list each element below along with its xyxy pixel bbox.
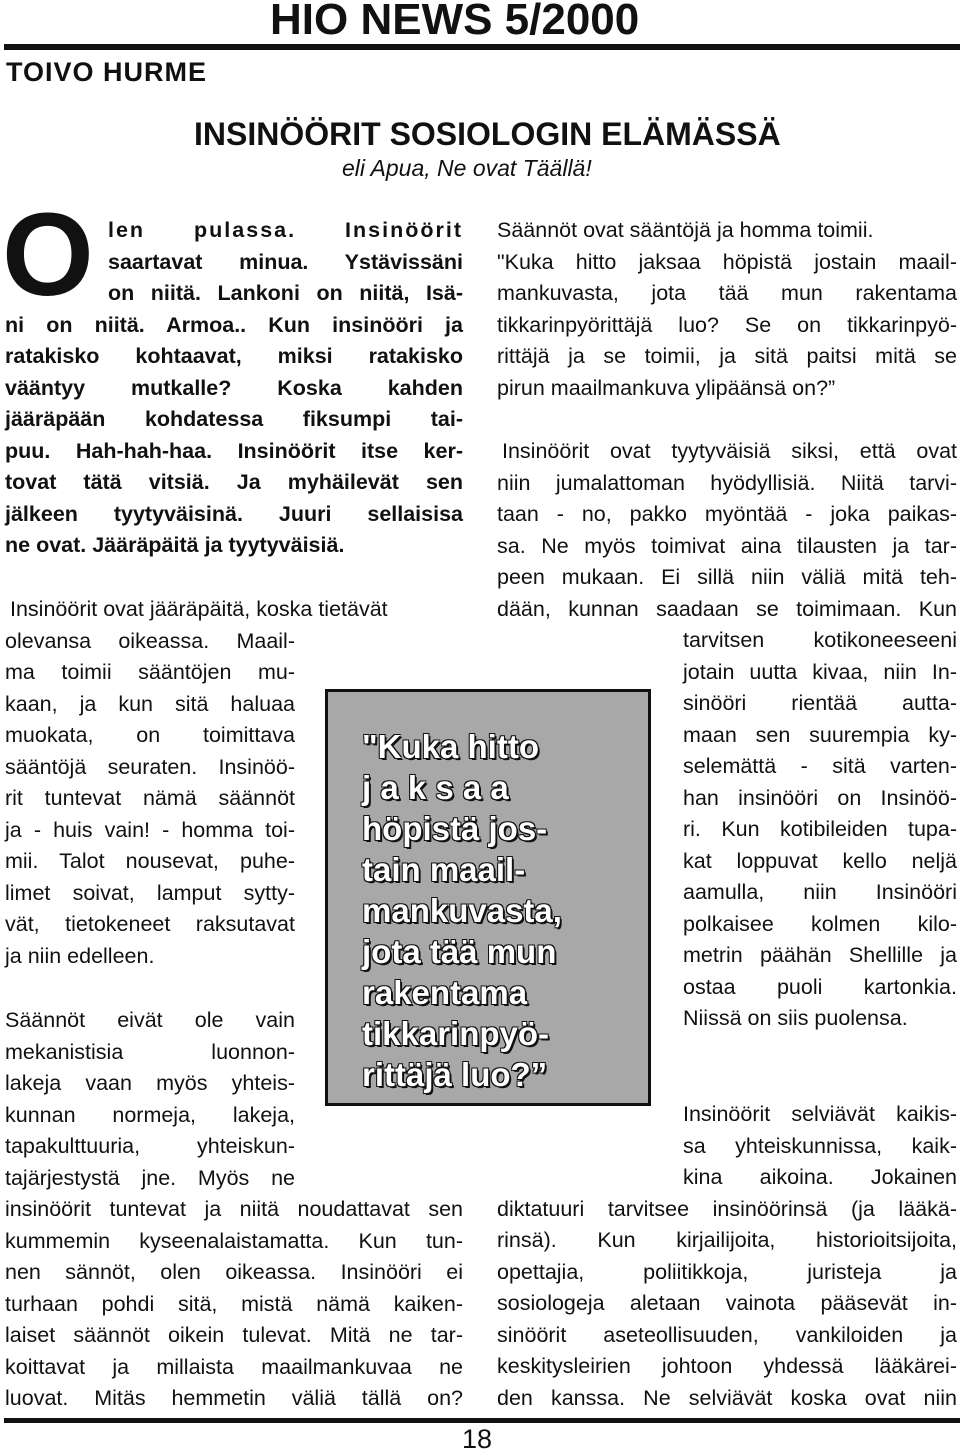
- pull-quote-line: mankuvasta,: [362, 892, 562, 929]
- pull-quote-line: rittäjä luo?”: [362, 1056, 548, 1093]
- intro-line: vääntyy mutkalle? Koska kahden: [5, 375, 463, 400]
- header-rule: [4, 44, 960, 50]
- text-line: nen sännöt, olen oikeassa. Insinööri ei: [5, 1260, 463, 1284]
- intro-line: on niitä. Lankoni on niitä, Isä-: [108, 281, 463, 305]
- text-line: ostaa puoli kartonkia.: [683, 974, 957, 999]
- text-line: pirun maailmankuva ylipäänsä on?”: [497, 375, 836, 400]
- text-line: limet soivat, lamput sytty-: [5, 880, 295, 905]
- text-line: tajärjestystä jne. Myös ne: [5, 1165, 295, 1190]
- text-line: selemättä - sitä varten-: [683, 754, 957, 778]
- text-line: Insinöörit ovat tyytyväisiä siksi, että ovat: [502, 439, 957, 463]
- text-line: keskitysleirien johtoon yhdessä lääkärei-: [497, 1354, 957, 1378]
- text-line: ri. Kun kotibileiden tupa-: [683, 817, 957, 841]
- text-line: niin jumalattoman hyödyllisiä. Niitä tarvi-: [497, 470, 957, 495]
- intro-line: tovat tätä vitsiä. Ja myhäilevät sen: [5, 470, 463, 494]
- text-line: maan sen suurempia ky-: [683, 722, 957, 747]
- drop-cap: O: [2, 189, 94, 321]
- article-title: INSINÖÖRIT SOSIOLOGIN ELÄMÄSSÄ: [194, 116, 781, 152]
- text-line: Insinöörit selviävät kaikis-: [683, 1102, 957, 1126]
- text-line: tikkarinpyörittäjä luo? Se on tikkarinpyö-: [497, 312, 957, 337]
- pull-quote-line: rakentama: [362, 974, 528, 1011]
- text-line: mii. Talot nousevat, puhe-: [5, 849, 295, 873]
- text-line: sääntöjä seuraten. Insinöö-: [5, 754, 295, 779]
- text-line: laiset säännöt oikein tulevat. Mitä ne tar-: [5, 1323, 463, 1347]
- text-line: kina aikoina. Jokainen: [683, 1165, 957, 1189]
- text-line: "Kuka hitto jaksaa höpistä jostain maail-: [497, 249, 957, 274]
- text-line: Insinöörit ovat jääräpäitä, koska tietävät: [10, 597, 388, 621]
- text-line: rit tuntevat nämä säännöt: [5, 786, 295, 810]
- text-line: opettajia, poliitikkoja, juristeja ja: [497, 1259, 957, 1284]
- text-line: dään, kunnan saadaan se toimimaan. Kun: [497, 596, 957, 621]
- text-line: mekanistisia luonnon-: [5, 1039, 295, 1064]
- text-line: kunnan normeja, lakeja,: [5, 1102, 295, 1127]
- pull-quote-line: "Kuka hitto: [362, 728, 539, 765]
- text-line: muokata, on toimittava: [5, 723, 295, 747]
- article-subtitle: eli Apua, Ne ovat Täällä!: [342, 155, 592, 181]
- text-line: den kanssa. Ne selviävät koska ovat niin: [497, 1385, 957, 1410]
- intro-line: ratakisko kohtaavat, miksi ratakisko: [5, 344, 463, 368]
- text-line: insinöörit tuntevat ja niitä noudattavat sen: [5, 1197, 463, 1221]
- text-line: ja - huis vain! - homma toi-: [5, 817, 295, 842]
- text-line: koittavat ja millaista maailmankuvaa ne: [5, 1354, 463, 1379]
- text-line: luovat. Mitäs hemmetin väliä tällä on?: [5, 1386, 463, 1410]
- intro-line: jälkeen tyytyväisinä. Juuri sellaisisa: [5, 501, 463, 526]
- pull-quote-line: höpistä jos-: [362, 810, 548, 847]
- intro-line: saartavat minua. Ystävissäni: [108, 249, 463, 274]
- text-line: taan - no, pakko myöntää - joka paikas-: [497, 502, 957, 526]
- text-line: turhaan pohdi sitä, mistä nämä kaiken-: [5, 1291, 463, 1316]
- intro-line: ni on niitä. Armoa.. Kun insinööri ja: [5, 312, 463, 337]
- text-line: Säännöt ovat sääntöjä ja homma toimii.: [497, 218, 874, 242]
- text-line: lakeja vaan myös yhteis-: [5, 1071, 295, 1095]
- intro-line: puu. Hah-hah-haa. Insinöörit itse ker-: [5, 438, 463, 463]
- text-line: ja niin edelleen.: [5, 943, 155, 968]
- text-line: kaan, ja kun sitä haluaa: [5, 691, 295, 716]
- text-line: sinöörit aseteollisuuden, vankiloiden ja: [497, 1322, 957, 1347]
- text-line: kummemin kyseenalaistamatta. Kun tun-: [5, 1228, 463, 1253]
- text-line: sosiologeja aletaan vainota pääsevät in-: [497, 1291, 957, 1315]
- pull-quote-line: tain maail-: [362, 851, 526, 888]
- page-number: 18: [462, 1424, 493, 1454]
- text-line: sa. Ne myös toimivat aina tilausten ja tar-: [497, 533, 957, 558]
- pull-quote-box: [325, 689, 651, 1106]
- text-line: vät, tietokeneet raksutavat: [5, 912, 295, 936]
- text-line: mankuvasta, jota tää mun rakentama: [497, 281, 957, 305]
- text-line: jotain uutta kivaa, niin In-: [683, 659, 957, 684]
- intro-line: ne ovat. Jääräpäitä ja tyytyväisiä.: [5, 533, 345, 557]
- footer-rule: [4, 1418, 960, 1423]
- text-line: polkaisee kolmen kilo-: [683, 911, 957, 936]
- text-line: sinööri rientää autta-: [683, 691, 957, 715]
- author-name: TOIVO HURME: [6, 57, 208, 87]
- pull-quote-line: tikkarinpyö-: [362, 1015, 550, 1052]
- text-line: diktatuuri tarvitsee insinöörinsä (ja lääkä-: [497, 1196, 957, 1221]
- text-line: tapakulttuuria, yhteiskun-: [5, 1134, 295, 1158]
- text-line: peen mukaan. Ei sillä niin väliä mitä teh-: [497, 565, 957, 589]
- text-line: Niissä on siis puolensa.: [683, 1006, 908, 1030]
- text-line: tarvitsen kotikoneeseeni: [683, 628, 957, 652]
- pull-quote-line: jota tää mun: [362, 933, 557, 970]
- text-line: aamulla, niin Insinööri: [683, 880, 957, 904]
- intro-line: jääräpään kohdatessa fiksumpi tai-: [5, 407, 463, 431]
- text-line: kat loppuvat kello neljä: [683, 848, 957, 873]
- intro-line: len pulassa. Insinöörit: [108, 218, 463, 242]
- text-line: ma toimii sääntöjen mu-: [5, 660, 295, 684]
- text-line: olevansa oikeassa. Maail-: [5, 628, 295, 653]
- pull-quote-line: j a k s a a: [362, 769, 509, 806]
- text-line: sa yhteiskunnissa, kaik-: [683, 1133, 957, 1158]
- text-line: rinsä). Kun kirjailijoita, historioitsijoita,: [497, 1228, 957, 1252]
- text-line: metrin päähän Shellille ja: [683, 943, 957, 967]
- text-line: han insinööri on Insinöö-: [683, 785, 957, 810]
- text-line: rittäjä ja se toimii, ja sitä paitsi mitä se: [497, 344, 957, 368]
- text-line: Säännöt eivät ole vain: [5, 1008, 295, 1032]
- publication-title: HIO NEWS 5/2000: [270, 0, 640, 44]
